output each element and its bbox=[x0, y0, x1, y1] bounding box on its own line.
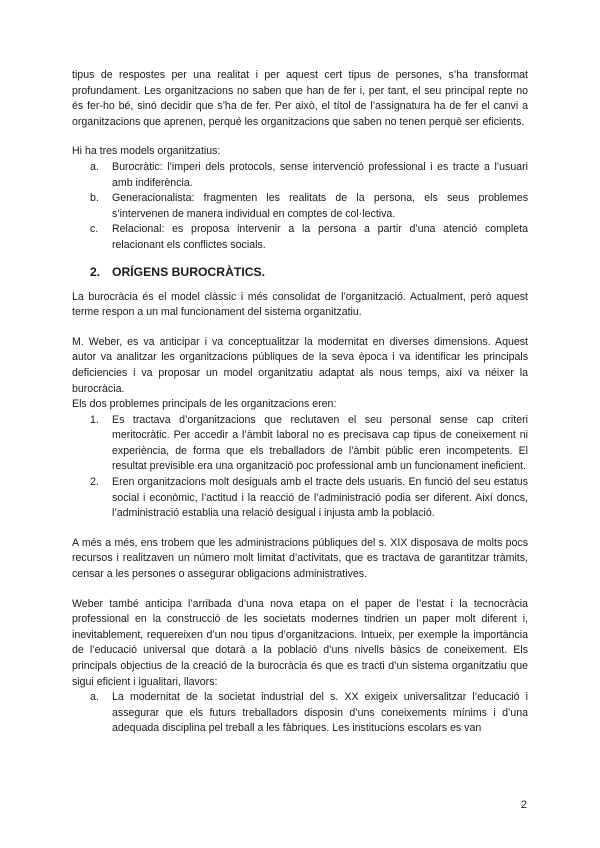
list-item-text: Relacional: es proposa intervenir a la persona a partir d’una atenció completa relacionant els conflictes socials. bbox=[112, 223, 528, 251]
intro-paragraph: tipus de respostes per una realitat i per aquest cert tipus de persones, s’ha transformat profundament. Les organitzacions no saben que han de fer i, per tant, el seu principal repte no és fer-ho bé, sinó decidir que s’ha de fer. Per això, el títol de l’assignatura ha de fer el canvi a organitzacions que aprenen, perqué les organitzacions que saben no tenen perquè ser eficients. bbox=[72, 69, 528, 128]
list-item bbox=[72, 160, 528, 191]
models-intro: Hi ha tres models organitzatius: bbox=[72, 145, 221, 158]
list-item-text: Burocràtic: l’imperi dels protocols, sense intervenció professional i es tracte a l’usuari amb indiferència. bbox=[112, 160, 528, 189]
section-number: 2. bbox=[90, 264, 101, 279]
list-item bbox=[72, 191, 528, 222]
list-marker: a. bbox=[90, 160, 99, 173]
paragraph-weber: M. Weber, es va anticipar i va conceptualitzar la modernitat en diverses dimensions. Aquest autor va analitzar les organitzacions públiques de la seva època i va identificar les principals deficiencies i va proposar un model organitzatiu adaptat als nous temps, així va néixer la burocràcia. bbox=[72, 335, 528, 395]
section-title: ORÍGENS BUROCRÀTICS. bbox=[112, 264, 266, 279]
list-item bbox=[72, 413, 528, 475]
list-item-text: La modernitat de la societat industrial del s. XX exigeix universalitzar l’educació i assegurar que els futurs treballadors disposin d’uns coneixements mínims i d’una adequada disciplina pel treball a les fàbriques. Les institucions escolars es van bbox=[112, 691, 528, 735]
list-item-text: Es tractava d’organitzacions que reclutaven el seu personal sense cap criteri meritocràtic. Per accedir a l’àmbit laboral no es precisava cap tipus de coneixement ni experiència, de forma que els treballadors de l’àmbit públic eren incompetents. El resultat previsible era una organització poc professional amb un funcionament ineficient. bbox=[112, 413, 528, 473]
list-item bbox=[72, 475, 528, 522]
list-item bbox=[72, 690, 528, 737]
document-page bbox=[72, 68, 528, 737]
models-list bbox=[72, 160, 528, 254]
list-marker: 1. bbox=[90, 413, 99, 426]
problems-intro: Els dos problemes principals de les organitzacions eren: bbox=[72, 398, 337, 411]
list-item-text: Generacionalista: fragmenten les realitats de la persona, els seus problemes s’intervenen de manera individual en comptes de col·lectiva. bbox=[112, 192, 528, 220]
final-list bbox=[72, 690, 528, 737]
list-marker: a. bbox=[90, 691, 99, 704]
problems-list bbox=[72, 413, 528, 522]
paragraph-xix: A més a més, ens trobem que les administracions públiques del s. XIX disposava de molts pocs recursos i realitzaven un número molt limitat d’activitats, que es tractava de garantitzar tràmits, censar a les persones o assegurar obligacions administratives. bbox=[72, 536, 528, 581]
paragraph-weber-2: Weber també anticipa l’arribada d’una nova etapa on el paper de l’estat i la tecnocràcia professional en la construcció de les societats modernes tindrien un paper molt diferent i, inevitablement, requereixen d’un nou tipus d’organitzacions. Intueix, per exemple la importància de l’educació universal que dotarà a la població d’uns nivells bàsics de coneixement. Els principals objectius de la creació de la burocràcia és que es tracti d’un sistema organitzatiu que sigui eficient i igualitari, llavors: bbox=[72, 597, 528, 688]
list-marker: b. bbox=[90, 192, 99, 205]
list-marker: 2. bbox=[90, 476, 99, 489]
list-marker: c. bbox=[90, 223, 99, 236]
page-number: 2 bbox=[520, 799, 527, 811]
section-heading bbox=[72, 263, 528, 281]
paragraph-burocracia: La burocràcia és el model clàssic i més consolidat de l’organització. Actualment, però aquest terme respon a un mal funcionament del sistema organitzatiu. bbox=[72, 290, 528, 319]
list-item-text: Eren organitzacions molt desiguals amb el tracte dels usuaris. En funció del seu estatus social i econòmic, l’actitud i la reacció de l’administració podia ser diferent. Així doncs, l’administració establia una relació desigual i injusta amb la població. bbox=[112, 476, 528, 520]
list-item bbox=[72, 222, 528, 253]
